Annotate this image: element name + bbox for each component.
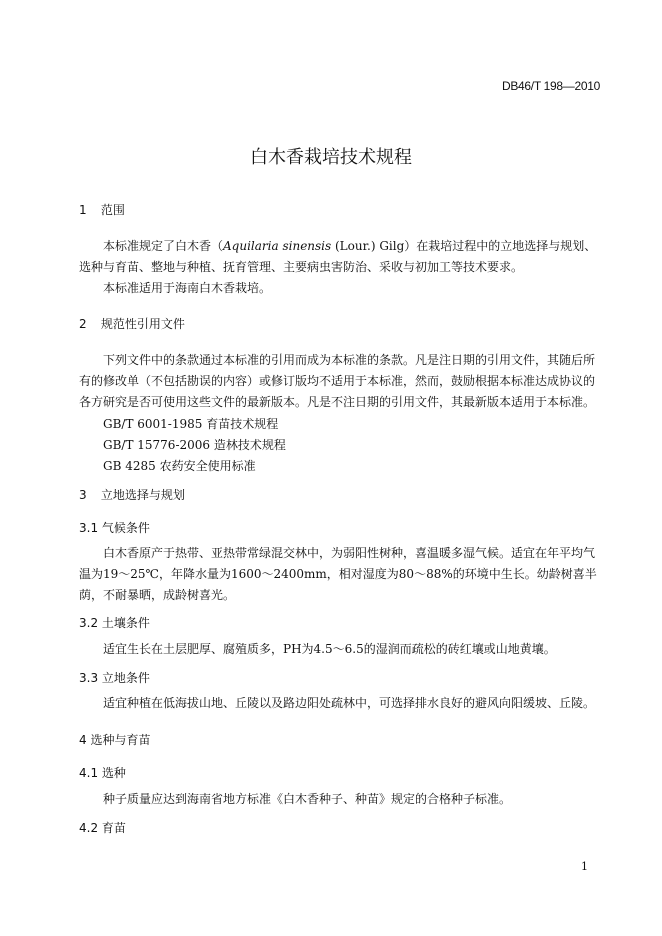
- page-number: 1: [581, 860, 588, 873]
- section-2-number: 2: [79, 317, 87, 331]
- section-1-p1-before: 本标准规定了白木香（: [103, 239, 224, 253]
- section-1-p1-latin: Aquilaria sinensis: [223, 239, 332, 253]
- subsection-3-3-heading: 3.3 立地条件: [79, 671, 150, 685]
- reference-item: GB/T 15776-2006 造林技术规程: [103, 438, 286, 452]
- reference-item: GB 4285 农药安全使用标准: [103, 459, 256, 473]
- subsection-4-2-heading: 4.2 育苗: [79, 821, 126, 835]
- section-1-title: 范围: [100, 203, 125, 217]
- section-3-heading: [79, 486, 185, 503]
- section-1-paragraph-1: [79, 236, 599, 278]
- subsection-4-1-heading: 4.1 选种: [79, 766, 126, 780]
- subsection-3-2-heading: 3.2 土壤条件: [79, 616, 150, 630]
- section-2-heading: [79, 315, 185, 332]
- reference-item: GB/T 6001-1985 育苗技术规程: [103, 417, 279, 431]
- subsection-4-1-paragraph: 种子质量应达到海南省地方标准《白木香种子、种苗》规定的合格种子标准。: [103, 792, 512, 806]
- subsection-3-1-heading: 3.1 气候条件: [79, 521, 150, 535]
- section-1-p1-after: (Lour.) Gilg）在栽培过程中的立地选择与规划、选种与育苗、整地与种植、抚育管理、主要病虫害防治、采收与初加工等技术要求。: [79, 239, 597, 274]
- section-3-number: 3: [79, 488, 87, 502]
- section-2-title: 规范性引用文件: [100, 317, 185, 331]
- section-1-paragraph-2: 本标准适用于海南白木香栽培。: [103, 281, 272, 295]
- section-2-paragraph-1: 下列文件中的条款通过本标准的引用而成为本标准的条款。凡是注日期的引用文件，其随后所有的修改单（不包括勘误的内容）或修订版均不适用于本标准，然而，鼓励根据本标准达成协议的各方研究是否可使用这些文件的最新版本。凡是不注日期的引用文件，其最新版本适用于本标准。: [79, 353, 596, 409]
- section-3-title: 立地选择与规划: [100, 488, 185, 502]
- section-1-number: 1: [79, 203, 87, 217]
- standard-code: DB46/T 198—2010: [501, 79, 600, 93]
- subsection-3-1-paragraph: 白木香原产于热带、亚热带常绿混交林中，为弱阳性树种，喜温暖多湿气候。适宜在年平均气温为19～25℃，年降水量为1600～2400mm，相对湿度为80～88%的环境中生长。幼龄树喜半荫，不耐暴晒，成龄树喜光。: [79, 546, 597, 602]
- section-1-heading: [79, 201, 125, 218]
- section-4-heading: 4 选种与育苗: [79, 733, 151, 747]
- document-title: 白木香栽培技术规程: [250, 147, 412, 168]
- subsection-3-2-paragraph: 适宜生长在土层肥厚、腐殖质多，PH为4.5～6.5的湿润而疏松的砖红壤或山地黄壤。: [103, 642, 556, 656]
- subsection-3-3-paragraph: 适宜种植在低海拔山地、丘陵以及路边阳处疏林中，可选择排水良好的避风向阳缓坡、丘陵。: [103, 696, 596, 710]
